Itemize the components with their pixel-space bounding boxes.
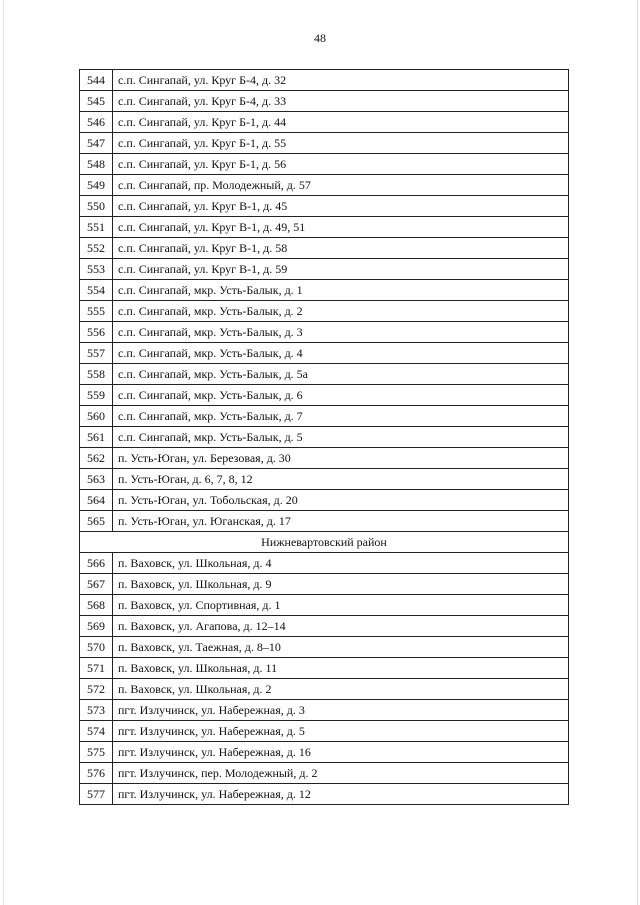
row-number: 548 (80, 154, 113, 175)
table-row (80, 154, 569, 175)
row-address: с.п. Сингапай, мкр. Усть-Балык, д. 6 (113, 385, 569, 406)
row-address: с.п. Сингапай, ул. Круг В-1, д. 49, 51 (113, 217, 569, 238)
table-row (80, 133, 569, 154)
table-row (80, 658, 569, 679)
row-number: 567 (80, 574, 113, 595)
row-address: с.п. Сингапай, мкр. Усть-Балык, д. 5 (113, 427, 569, 448)
row-address: с.п. Сингапай, мкр. Усть-Балык, д. 3 (113, 322, 569, 343)
row-number: 573 (80, 700, 113, 721)
row-address: с.п. Сингапай, ул. Круг В-1, д. 59 (113, 259, 569, 280)
table-row (80, 91, 569, 112)
table-row (80, 196, 569, 217)
row-address: с.п. Сингапай, ул. Круг Б-1, д. 55 (113, 133, 569, 154)
row-address: п. Ваховск, ул. Школьная, д. 9 (113, 574, 569, 595)
table-row (80, 763, 569, 784)
row-address: с.п. Сингапай, мкр. Усть-Балык, д. 4 (113, 343, 569, 364)
row-number: 554 (80, 280, 113, 301)
row-address: п. Ваховск, ул. Таежная, д. 8–10 (113, 637, 569, 658)
table-row (80, 595, 569, 616)
table-row (80, 175, 569, 196)
row-number: 547 (80, 133, 113, 154)
row-address: с.п. Сингапай, мкр. Усть-Балык, д. 1 (113, 280, 569, 301)
row-address: с.п. Сингапай, ул. Круг Б-4, д. 33 (113, 91, 569, 112)
scan-edge-left (3, 0, 4, 905)
row-number: 562 (80, 448, 113, 469)
row-address: с.п. Сингапай, ул. Круг В-1, д. 58 (113, 238, 569, 259)
page-number: 48 (314, 31, 326, 45)
row-number: 566 (80, 553, 113, 574)
row-number: 549 (80, 175, 113, 196)
row-number: 572 (80, 679, 113, 700)
table-row (80, 553, 569, 574)
row-address: с.п. Сингапай, мкр. Усть-Балык, д. 7 (113, 406, 569, 427)
row-number: 564 (80, 490, 113, 511)
table-row (80, 469, 569, 490)
table-row (80, 406, 569, 427)
row-number: 560 (80, 406, 113, 427)
section-row (80, 532, 569, 553)
row-address: пгт. Излучинск, ул. Набережная, д. 3 (113, 700, 569, 721)
row-number: 570 (80, 637, 113, 658)
table-row (80, 637, 569, 658)
row-number: 546 (80, 112, 113, 133)
address-table-body (80, 70, 569, 805)
row-address: п. Усть-Юган, ул. Тобольская, д. 20 (113, 490, 569, 511)
table-row (80, 721, 569, 742)
table-row (80, 364, 569, 385)
table-row (80, 427, 569, 448)
row-address: п. Ваховск, ул. Агапова, д. 12–14 (113, 616, 569, 637)
row-address: с.п. Сингапай, ул. Круг В-1, д. 45 (113, 196, 569, 217)
table-row (80, 385, 569, 406)
table-row (80, 280, 569, 301)
row-number: 545 (80, 91, 113, 112)
table-row (80, 679, 569, 700)
row-address: пгт. Излучинск, ул. Набережная, д. 16 (113, 742, 569, 763)
row-number: 556 (80, 322, 113, 343)
row-address: п. Усть-Юган, ул. Юганская, д. 17 (113, 511, 569, 532)
row-address: п. Ваховск, ул. Спортивная, д. 1 (113, 595, 569, 616)
row-number: 550 (80, 196, 113, 217)
table-row (80, 238, 569, 259)
row-number: 574 (80, 721, 113, 742)
table-row (80, 448, 569, 469)
row-address: п. Усть-Юган, д. 6, 7, 8, 12 (113, 469, 569, 490)
row-number: 544 (80, 70, 113, 91)
section-title: Нижневартовский район (80, 532, 569, 553)
table-row (80, 616, 569, 637)
row-number: 551 (80, 217, 113, 238)
table-row (80, 700, 569, 721)
row-address: с.п. Сингапай, мкр. Усть-Балык, д. 2 (113, 301, 569, 322)
row-number: 577 (80, 784, 113, 805)
row-address: п. Ваховск, ул. Школьная, д. 11 (113, 658, 569, 679)
row-number: 571 (80, 658, 113, 679)
row-number: 569 (80, 616, 113, 637)
table-row (80, 322, 569, 343)
row-number: 553 (80, 259, 113, 280)
row-number: 558 (80, 364, 113, 385)
table-row (80, 511, 569, 532)
row-address: с.п. Сингапай, ул. Круг Б-4, д. 32 (113, 70, 569, 91)
row-number: 559 (80, 385, 113, 406)
table-row (80, 112, 569, 133)
table-row (80, 70, 569, 91)
row-address: пгт. Излучинск, пер. Молодежный, д. 2 (113, 763, 569, 784)
table-row (80, 301, 569, 322)
row-number: 563 (80, 469, 113, 490)
scan-edge-right (637, 0, 638, 905)
row-address: пгт. Излучинск, ул. Набережная, д. 5 (113, 721, 569, 742)
table-row (80, 490, 569, 511)
table-row (80, 742, 569, 763)
row-address: с.п. Сингапай, ул. Круг Б-1, д. 56 (113, 154, 569, 175)
row-address: п. Усть-Юган, ул. Березовая, д. 30 (113, 448, 569, 469)
row-address: с.п. Сингапай, пр. Молодежный, д. 57 (113, 175, 569, 196)
row-address: п. Ваховск, ул. Школьная, д. 4 (113, 553, 569, 574)
row-address: с.п. Сингапай, ул. Круг Б-1, д. 44 (113, 112, 569, 133)
table-row (80, 217, 569, 238)
address-table (79, 69, 569, 805)
table-row (80, 259, 569, 280)
row-number: 555 (80, 301, 113, 322)
table-row (80, 784, 569, 805)
row-number: 552 (80, 238, 113, 259)
row-address: п. Ваховск, ул. Школьная, д. 2 (113, 679, 569, 700)
row-number: 557 (80, 343, 113, 364)
row-address: с.п. Сингапай, мкр. Усть-Балык, д. 5а (113, 364, 569, 385)
row-number: 575 (80, 742, 113, 763)
row-number: 561 (80, 427, 113, 448)
row-number: 565 (80, 511, 113, 532)
table-row (80, 343, 569, 364)
row-number: 568 (80, 595, 113, 616)
row-number: 576 (80, 763, 113, 784)
table-row (80, 574, 569, 595)
row-address: пгт. Излучинск, ул. Набережная, д. 12 (113, 784, 569, 805)
